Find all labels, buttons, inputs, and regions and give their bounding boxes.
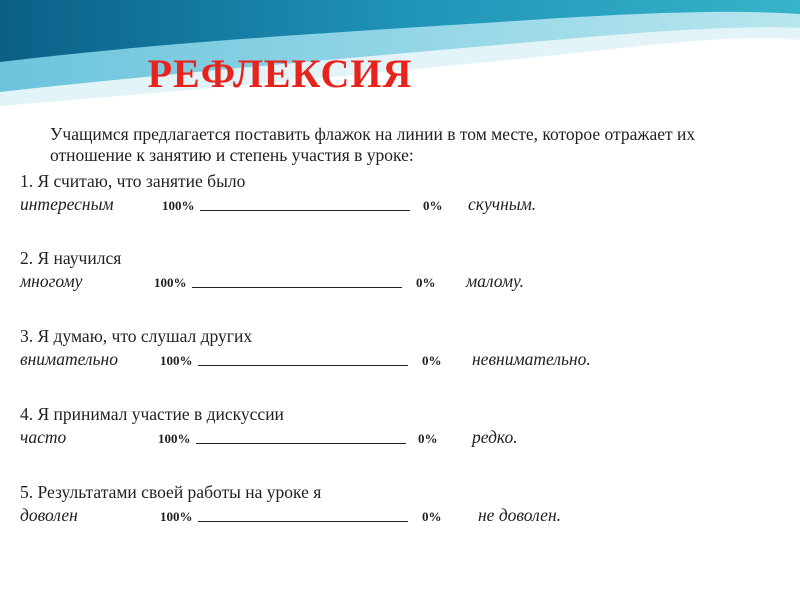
scale-min-label: 0%	[422, 509, 442, 524]
reflection-item-5	[20, 481, 780, 527]
question-text: 5. Результатами своей работы на уроке я	[20, 482, 322, 502]
scale-left-label: внимательно	[20, 349, 118, 369]
page-title: РЕФЛЕКСИЯ	[147, 51, 413, 96]
intro-text: Учащимся предлагается поставить флажок на линии в том месте, которое отражает их отношение к занятию и степень участия в уроке:	[50, 124, 696, 165]
scale-right-label: невнимательно.	[472, 349, 591, 369]
scale-left-label: многому	[20, 271, 83, 291]
question-text: 3. Я думаю, что слушал других	[20, 326, 253, 346]
rating-line[interactable]	[198, 349, 408, 366]
scale-right-label: малому.	[466, 271, 525, 291]
scale-max-label: 100%	[160, 509, 193, 524]
reflection-item-3	[20, 325, 780, 371]
scale-min-label: 0%	[416, 275, 436, 290]
rating-scale	[20, 503, 780, 527]
rating-line[interactable]	[198, 505, 408, 522]
scale-right-label: скучным.	[468, 194, 537, 214]
question-text: 4. Я принимал участие в дискуссии	[20, 404, 284, 424]
scale-left-label: интересным	[20, 194, 114, 214]
rating-line[interactable]	[196, 427, 406, 444]
scale-left-label: доволен	[20, 505, 78, 525]
scale-max-label: 100%	[158, 431, 191, 446]
scale-min-label: 0%	[423, 198, 443, 213]
rating-scale	[20, 192, 780, 216]
scale-min-label: 0%	[422, 353, 442, 368]
scale-left-label: часто	[20, 427, 67, 447]
rating-line[interactable]	[192, 271, 402, 288]
scale-min-label: 0%	[418, 431, 438, 446]
scale-max-label: 100%	[160, 353, 193, 368]
scale-max-label: 100%	[162, 198, 195, 213]
scale-max-label: 100%	[154, 275, 187, 290]
rating-scale	[20, 269, 780, 293]
reflection-item-4	[20, 403, 780, 449]
question-text: 2. Я научился	[20, 248, 122, 268]
rating-line[interactable]	[200, 194, 410, 211]
reflection-item-2	[20, 247, 780, 293]
scale-right-label: редко.	[472, 427, 518, 447]
rating-scale	[20, 425, 780, 449]
reflection-item-1	[20, 170, 780, 216]
question-text: 1. Я считаю, что занятие было	[20, 171, 246, 191]
rating-scale	[20, 347, 780, 371]
scale-right-label: не доволен.	[478, 505, 561, 525]
